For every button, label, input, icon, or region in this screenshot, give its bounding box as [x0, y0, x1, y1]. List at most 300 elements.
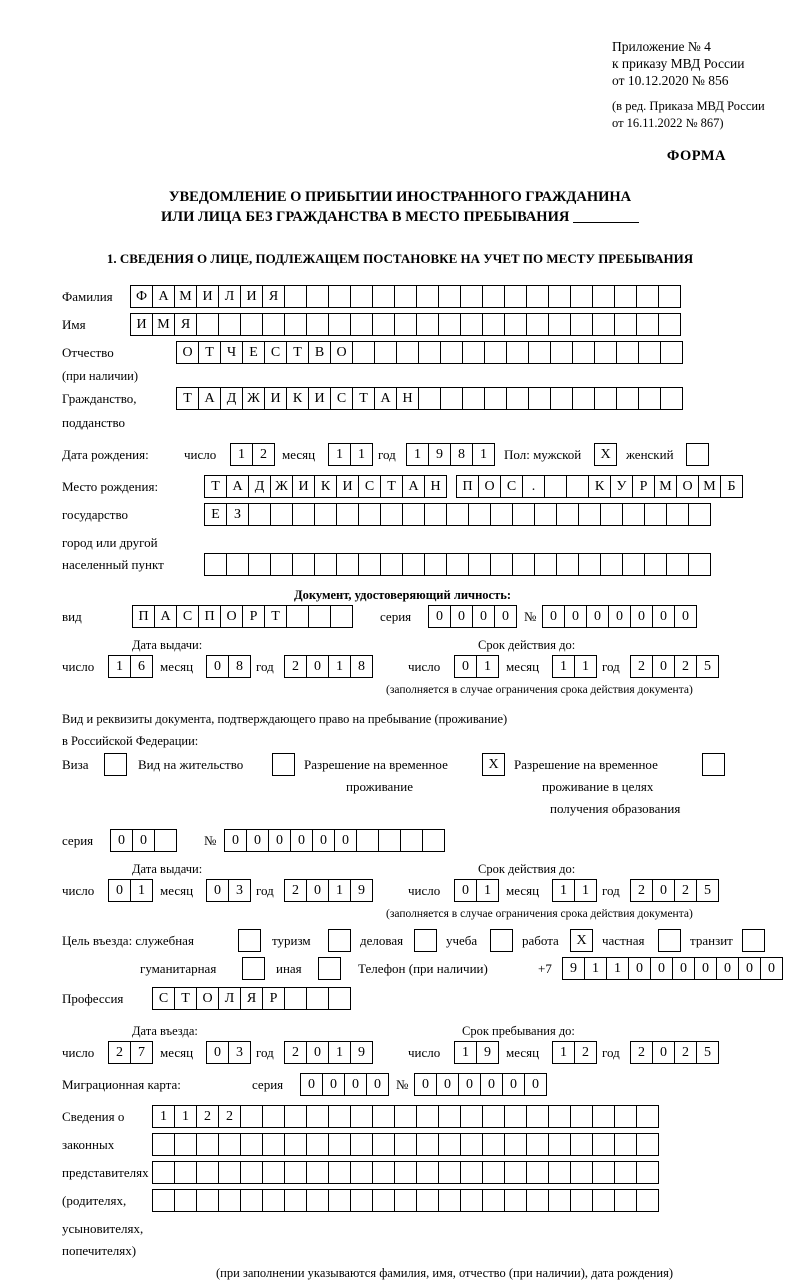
form-cell[interactable] [416, 1133, 439, 1156]
form-cell[interactable] [240, 1105, 263, 1128]
form-cell[interactable] [526, 1133, 549, 1156]
form-cell[interactable]: 0 [306, 1041, 329, 1064]
form-cell[interactable]: Л [218, 987, 241, 1010]
form-cell[interactable] [614, 1105, 637, 1128]
form-cell[interactable]: П [198, 605, 221, 628]
form-cell[interactable] [578, 503, 601, 526]
form-cell[interactable] [350, 285, 373, 308]
form-cell[interactable]: 0 [586, 605, 609, 628]
form-cell[interactable]: 0 [494, 605, 517, 628]
form-cell[interactable]: Н [396, 387, 419, 410]
form-cell[interactable]: Д [220, 387, 243, 410]
form-cell[interactable] [688, 503, 711, 526]
doc-kind-cells[interactable] [132, 605, 352, 628]
form-cell[interactable]: 0 [480, 1073, 503, 1096]
form-cell[interactable] [614, 1133, 637, 1156]
form-cell[interactable] [636, 285, 659, 308]
form-cell[interactable]: Я [174, 313, 197, 336]
form-cell[interactable]: Н [424, 475, 447, 498]
form-cell[interactable]: 8 [228, 655, 251, 678]
stay-valid-year-cells[interactable] [630, 879, 718, 902]
form-cell[interactable]: 0 [224, 829, 247, 852]
form-cell[interactable]: 1 [552, 655, 575, 678]
stay-month-cells[interactable] [552, 1041, 596, 1064]
birth-city-cells-row1[interactable] [456, 475, 742, 498]
form-cell[interactable]: 0 [110, 829, 133, 852]
form-cell[interactable] [644, 503, 667, 526]
stay-year-cells[interactable] [630, 1041, 718, 1064]
form-cell[interactable]: К [588, 475, 611, 498]
form-cell[interactable] [318, 957, 341, 980]
form-cell[interactable] [548, 313, 571, 336]
form-cell[interactable]: А [226, 475, 249, 498]
form-cell[interactable] [414, 929, 437, 952]
form-cell[interactable]: В [308, 341, 331, 364]
name-cells[interactable] [130, 313, 680, 336]
form-cell[interactable] [306, 1133, 329, 1156]
form-cell[interactable]: С [358, 475, 381, 498]
form-cell[interactable]: И [240, 285, 263, 308]
form-cell[interactable]: 1 [350, 443, 373, 466]
form-cell[interactable]: 1 [584, 957, 607, 980]
form-cell[interactable]: Р [262, 987, 285, 1010]
form-cell[interactable]: 0 [300, 1073, 323, 1096]
form-cell[interactable]: 0 [290, 829, 313, 852]
form-cell[interactable]: М [174, 285, 197, 308]
form-cell[interactable]: 2 [218, 1105, 241, 1128]
form-cell[interactable]: 2 [284, 655, 307, 678]
form-cell[interactable]: 0 [524, 1073, 547, 1096]
form-cell[interactable] [548, 285, 571, 308]
form-cell[interactable]: У [610, 475, 633, 498]
stay-valid-day-cells[interactable] [454, 879, 498, 902]
purpose-service-checkbox[interactable] [238, 929, 260, 952]
form-cell[interactable] [526, 1161, 549, 1184]
birth-state-cells[interactable] [204, 475, 446, 498]
form-cell[interactable]: 1 [174, 1105, 197, 1128]
form-cell[interactable]: Т [176, 387, 199, 410]
form-cell[interactable] [424, 503, 447, 526]
citizenship-cells[interactable] [176, 387, 682, 410]
form-cell[interactable] [592, 1189, 615, 1212]
form-cell[interactable] [380, 553, 403, 576]
form-cell[interactable] [592, 1133, 615, 1156]
sex-male-checkbox[interactable] [594, 443, 616, 466]
mig-number-cells[interactable] [414, 1073, 546, 1096]
form-cell[interactable] [350, 313, 373, 336]
surname-cells[interactable] [130, 285, 680, 308]
form-cell[interactable] [570, 1133, 593, 1156]
form-cell[interactable]: Х [570, 929, 593, 952]
form-cell[interactable] [262, 1161, 285, 1184]
form-cell[interactable] [218, 1189, 241, 1212]
form-cell[interactable] [262, 313, 285, 336]
form-cell[interactable]: М [152, 313, 175, 336]
form-cell[interactable]: И [308, 387, 331, 410]
form-cell[interactable]: 9 [562, 957, 585, 980]
form-cell[interactable] [614, 313, 637, 336]
form-cell[interactable] [548, 1161, 571, 1184]
form-cell[interactable] [306, 1105, 329, 1128]
form-cell[interactable]: 8 [450, 443, 473, 466]
form-cell[interactable] [400, 829, 423, 852]
form-cell[interactable]: 0 [542, 605, 565, 628]
purpose-tourism-checkbox[interactable] [328, 929, 350, 952]
form-cell[interactable] [262, 1133, 285, 1156]
form-cell[interactable] [534, 503, 557, 526]
form-cell[interactable] [460, 1189, 483, 1212]
form-cell[interactable]: Т [174, 987, 197, 1010]
form-cell[interactable]: 1 [472, 443, 495, 466]
form-cell[interactable] [372, 1161, 395, 1184]
form-cell[interactable]: 5 [696, 655, 719, 678]
form-cell[interactable]: З [226, 503, 249, 526]
form-cell[interactable] [548, 1189, 571, 1212]
form-cell[interactable] [380, 503, 403, 526]
form-cell[interactable]: 0 [344, 1073, 367, 1096]
form-cell[interactable] [512, 503, 535, 526]
form-cell[interactable] [550, 387, 573, 410]
birth-city-cells-row3[interactable] [204, 553, 710, 576]
form-cell[interactable] [378, 829, 401, 852]
form-cell[interactable] [356, 829, 379, 852]
form-cell[interactable]: 5 [696, 879, 719, 902]
form-cell[interactable]: 1 [230, 443, 253, 466]
form-cell[interactable] [240, 1161, 263, 1184]
form-cell[interactable]: 0 [206, 655, 229, 678]
entry-year-cells[interactable] [284, 1041, 372, 1064]
form-cell[interactable]: 0 [206, 879, 229, 902]
form-cell[interactable] [416, 285, 439, 308]
form-cell[interactable] [504, 285, 527, 308]
form-cell[interactable]: 0 [608, 605, 631, 628]
form-cell[interactable]: К [314, 475, 337, 498]
form-cell[interactable] [328, 1133, 351, 1156]
form-cell[interactable]: Х [594, 443, 617, 466]
form-cell[interactable] [306, 1189, 329, 1212]
form-cell[interactable] [314, 553, 337, 576]
form-cell[interactable]: 3 [228, 1041, 251, 1064]
form-cell[interactable] [204, 553, 227, 576]
form-cell[interactable]: 6 [130, 655, 153, 678]
form-cell[interactable] [248, 553, 271, 576]
form-cell[interactable] [438, 1189, 461, 1212]
form-cell[interactable]: 0 [414, 1073, 437, 1096]
form-cell[interactable] [600, 503, 623, 526]
form-cell[interactable] [438, 1105, 461, 1128]
form-cell[interactable] [566, 475, 589, 498]
doc-issue-month-cells[interactable] [206, 655, 250, 678]
form-cell[interactable] [394, 1189, 417, 1212]
form-cell[interactable] [438, 285, 461, 308]
form-cell[interactable]: 2 [196, 1105, 219, 1128]
form-cell[interactable]: С [500, 475, 523, 498]
form-cell[interactable]: 0 [366, 1073, 389, 1096]
profession-cells[interactable] [152, 987, 350, 1010]
form-cell[interactable]: 0 [312, 829, 335, 852]
form-cell[interactable]: 0 [716, 957, 739, 980]
form-cell[interactable]: Ж [270, 475, 293, 498]
form-cell[interactable] [394, 1133, 417, 1156]
form-cell[interactable]: 9 [428, 443, 451, 466]
form-cell[interactable] [218, 313, 241, 336]
form-cell[interactable] [506, 341, 529, 364]
form-cell[interactable] [328, 313, 351, 336]
form-cell[interactable]: 0 [650, 957, 673, 980]
phone-cells[interactable] [562, 957, 782, 980]
form-cell[interactable] [636, 1161, 659, 1184]
form-cell[interactable] [292, 553, 315, 576]
form-cell[interactable] [504, 1133, 527, 1156]
form-cell[interactable]: 0 [630, 605, 653, 628]
form-cell[interactable]: 0 [306, 655, 329, 678]
form-cell[interactable] [490, 553, 513, 576]
doc-valid-day-cells[interactable] [454, 655, 498, 678]
form-cell[interactable] [468, 553, 491, 576]
form-cell[interactable]: А [152, 285, 175, 308]
form-cell[interactable] [490, 929, 513, 952]
mig-series-cells[interactable] [300, 1073, 388, 1096]
form-cell[interactable] [336, 553, 359, 576]
form-cell[interactable] [416, 1161, 439, 1184]
form-cell[interactable]: 8 [350, 655, 373, 678]
form-cell[interactable]: О [176, 341, 199, 364]
form-cell[interactable] [358, 553, 381, 576]
form-cell[interactable] [284, 313, 307, 336]
form-cell[interactable] [394, 1105, 417, 1128]
form-cell[interactable] [174, 1161, 197, 1184]
form-cell[interactable]: 1 [454, 1041, 477, 1064]
form-cell[interactable]: 0 [652, 879, 675, 902]
form-cell[interactable]: 0 [108, 879, 131, 902]
form-cell[interactable] [570, 1189, 593, 1212]
form-cell[interactable] [622, 503, 645, 526]
form-cell[interactable]: Т [286, 341, 309, 364]
form-cell[interactable] [622, 553, 645, 576]
form-cell[interactable] [418, 341, 441, 364]
form-cell[interactable]: 0 [132, 829, 155, 852]
form-cell[interactable] [570, 313, 593, 336]
form-cell[interactable]: 0 [450, 605, 473, 628]
form-cell[interactable] [686, 443, 709, 466]
purpose-business-checkbox[interactable] [414, 929, 436, 952]
form-cell[interactable] [314, 503, 337, 526]
form-cell[interactable]: 0 [738, 957, 761, 980]
form-cell[interactable]: 9 [350, 879, 373, 902]
form-cell[interactable] [262, 1105, 285, 1128]
birth-day-cells[interactable] [230, 443, 274, 466]
form-cell[interactable] [702, 753, 725, 776]
form-cell[interactable] [636, 1105, 659, 1128]
form-cell[interactable] [394, 285, 417, 308]
form-cell[interactable] [556, 553, 579, 576]
patronymic-cells[interactable] [176, 341, 682, 364]
legal-rep-cells-row4[interactable] [152, 1189, 658, 1212]
form-cell[interactable]: 0 [652, 605, 675, 628]
form-cell[interactable] [594, 387, 617, 410]
form-cell[interactable]: С [330, 387, 353, 410]
form-cell[interactable] [306, 987, 329, 1010]
form-cell[interactable] [570, 1105, 593, 1128]
edu-residence-checkbox[interactable] [702, 753, 724, 776]
form-cell[interactable]: 0 [564, 605, 587, 628]
form-cell[interactable] [292, 503, 315, 526]
form-cell[interactable] [636, 1189, 659, 1212]
form-cell[interactable] [504, 1105, 527, 1128]
form-cell[interactable]: 1 [328, 1041, 351, 1064]
form-cell[interactable]: Ч [220, 341, 243, 364]
form-cell[interactable] [658, 285, 681, 308]
legal-rep-cells-row3[interactable] [152, 1161, 658, 1184]
form-cell[interactable] [328, 987, 351, 1010]
form-cell[interactable]: 1 [606, 957, 629, 980]
form-cell[interactable] [660, 341, 683, 364]
form-cell[interactable] [638, 341, 661, 364]
form-cell[interactable]: 2 [674, 1041, 697, 1064]
stay-number-cells[interactable] [224, 829, 444, 852]
form-cell[interactable]: К [286, 387, 309, 410]
form-cell[interactable] [570, 285, 593, 308]
form-cell[interactable]: Т [352, 387, 375, 410]
form-cell[interactable]: 2 [630, 879, 653, 902]
form-cell[interactable]: С [176, 605, 199, 628]
entry-month-cells[interactable] [206, 1041, 250, 1064]
form-cell[interactable] [306, 285, 329, 308]
stay-series-cells[interactable] [110, 829, 176, 852]
form-cell[interactable] [328, 1189, 351, 1212]
form-cell[interactable] [592, 1105, 615, 1128]
form-cell[interactable] [482, 1105, 505, 1128]
form-cell[interactable] [484, 387, 507, 410]
purpose-study-checkbox[interactable] [490, 929, 512, 952]
stay-issue-year-cells[interactable] [284, 879, 372, 902]
form-cell[interactable]: 1 [130, 879, 153, 902]
form-cell[interactable] [104, 753, 127, 776]
form-cell[interactable]: Д [248, 475, 271, 498]
form-cell[interactable]: М [654, 475, 677, 498]
form-cell[interactable] [666, 553, 689, 576]
form-cell[interactable] [418, 387, 441, 410]
form-cell[interactable] [284, 1189, 307, 1212]
sex-female-checkbox[interactable] [686, 443, 708, 466]
form-cell[interactable] [544, 475, 567, 498]
form-cell[interactable] [528, 387, 551, 410]
form-cell[interactable] [660, 387, 683, 410]
form-cell[interactable] [592, 285, 615, 308]
form-cell[interactable] [416, 1105, 439, 1128]
form-cell[interactable] [572, 387, 595, 410]
form-cell[interactable] [616, 341, 639, 364]
form-cell[interactable] [350, 1189, 373, 1212]
form-cell[interactable] [440, 387, 463, 410]
form-cell[interactable]: 0 [306, 879, 329, 902]
form-cell[interactable]: Ф [130, 285, 153, 308]
residence-checkbox[interactable] [272, 753, 294, 776]
form-cell[interactable]: 0 [206, 1041, 229, 1064]
form-cell[interactable] [742, 929, 765, 952]
purpose-transit-checkbox[interactable] [742, 929, 764, 952]
form-cell[interactable] [196, 1133, 219, 1156]
form-cell[interactable]: Р [242, 605, 265, 628]
form-cell[interactable]: 2 [674, 655, 697, 678]
form-cell[interactable] [534, 553, 557, 576]
form-cell[interactable] [284, 987, 307, 1010]
form-cell[interactable] [460, 1161, 483, 1184]
form-cell[interactable]: И [264, 387, 287, 410]
form-cell[interactable]: 0 [694, 957, 717, 980]
form-cell[interactable] [218, 1161, 241, 1184]
form-cell[interactable]: Т [198, 341, 221, 364]
form-cell[interactable] [270, 503, 293, 526]
form-cell[interactable] [272, 753, 295, 776]
form-cell[interactable]: А [154, 605, 177, 628]
birth-city-cells-row2[interactable] [204, 503, 710, 526]
form-cell[interactable] [152, 1133, 175, 1156]
form-cell[interactable] [636, 1133, 659, 1156]
form-cell[interactable]: Х [482, 753, 505, 776]
form-cell[interactable] [526, 1189, 549, 1212]
form-cell[interactable] [328, 285, 351, 308]
form-cell[interactable] [658, 313, 681, 336]
form-cell[interactable] [658, 929, 681, 952]
form-cell[interactable]: 2 [630, 1041, 653, 1064]
form-cell[interactable]: А [374, 387, 397, 410]
form-cell[interactable]: Т [204, 475, 227, 498]
form-cell[interactable]: 0 [454, 879, 477, 902]
form-cell[interactable] [600, 553, 623, 576]
form-cell[interactable] [446, 503, 469, 526]
form-cell[interactable]: 2 [674, 879, 697, 902]
form-cell[interactable]: С [264, 341, 287, 364]
form-cell[interactable] [526, 313, 549, 336]
doc-issue-year-cells[interactable] [284, 655, 372, 678]
form-cell[interactable] [570, 1161, 593, 1184]
form-cell[interactable]: 1 [152, 1105, 175, 1128]
form-cell[interactable] [330, 605, 353, 628]
form-cell[interactable] [462, 341, 485, 364]
form-cell[interactable] [352, 341, 375, 364]
form-cell[interactable]: 2 [630, 655, 653, 678]
form-cell[interactable] [350, 1105, 373, 1128]
form-cell[interactable] [154, 829, 177, 852]
form-cell[interactable]: 0 [652, 1041, 675, 1064]
form-cell[interactable] [666, 503, 689, 526]
form-cell[interactable]: 2 [284, 879, 307, 902]
form-cell[interactable]: П [456, 475, 479, 498]
form-cell[interactable]: 0 [334, 829, 357, 852]
form-cell[interactable] [572, 341, 595, 364]
doc-valid-year-cells[interactable] [630, 655, 718, 678]
form-cell[interactable] [242, 957, 265, 980]
form-cell[interactable]: О [478, 475, 501, 498]
form-cell[interactable] [688, 553, 711, 576]
form-cell[interactable] [446, 553, 469, 576]
birth-year-cells[interactable] [406, 443, 494, 466]
form-cell[interactable] [196, 1161, 219, 1184]
form-cell[interactable]: 0 [322, 1073, 345, 1096]
form-cell[interactable] [528, 341, 551, 364]
form-cell[interactable] [218, 1133, 241, 1156]
form-cell[interactable] [422, 829, 445, 852]
form-cell[interactable]: 7 [130, 1041, 153, 1064]
form-cell[interactable]: Т [380, 475, 403, 498]
form-cell[interactable]: 0 [436, 1073, 459, 1096]
form-cell[interactable] [284, 1161, 307, 1184]
form-cell[interactable] [592, 1161, 615, 1184]
form-cell[interactable]: О [330, 341, 353, 364]
form-cell[interactable]: 0 [628, 957, 651, 980]
form-cell[interactable] [578, 553, 601, 576]
